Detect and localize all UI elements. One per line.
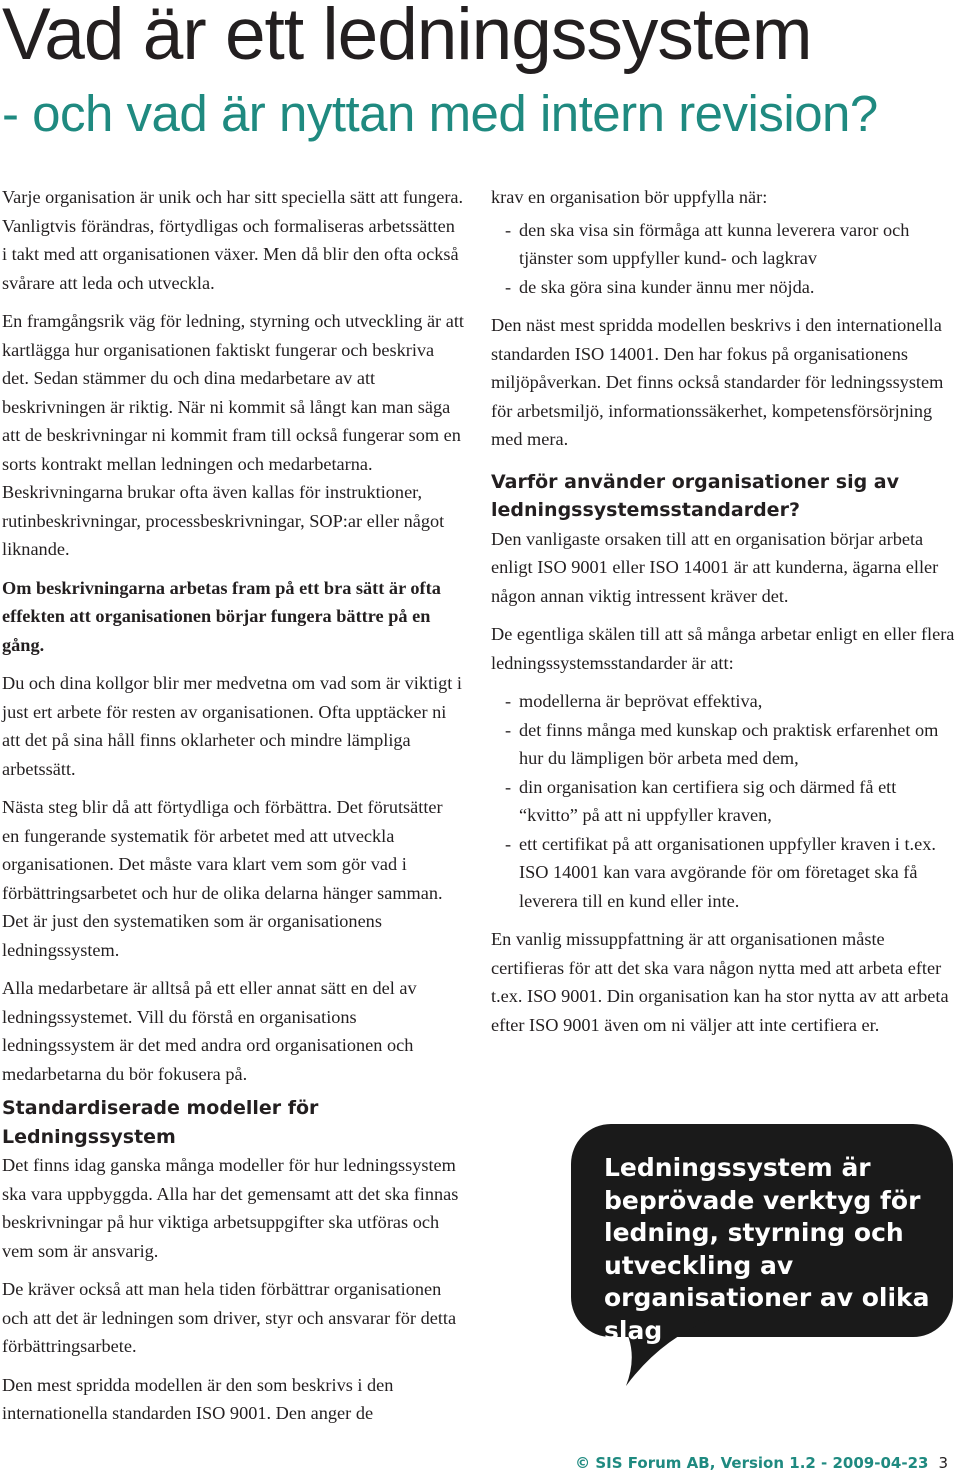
paragraph-2: En framgångsrik väg för ledning, styrning och utveckling är att kartlägga hur organisationen faktiskt fungerar och beskriva det. Sedan stämmer du och dina medarbetare av att beskrivningen är riktig. När ni kommit så långt kan man säga att de beskrivningar ni kommit fram till också fungerar som en sorts kontrakt mellan ledningen och medarbetarna. Beskrivningarna brukar ofta även kallas för instruktioner, rutinbeskrivningar, processbeskrivningar, SOP:ar eller något liknande. (2, 311, 464, 559)
paragraph-common-reason: Den vanligaste orsaken till att en organisation börjar arbeta enligt ISO 9001 eller ISO 14001 är att kunderna, ägarna eller någon annan viktig intressent kräver det. (491, 528, 939, 606)
paragraph-real-reasons: De egentliga skälen till att så många arbetar enligt en eller flera ledningssystemsstandarder är att: (491, 624, 955, 673)
section-heading-why: Varför använder organisationer sig av ledningssystemsstandarder? (491, 470, 900, 521)
page-title: Vad är ett ledningssystem (2, 0, 812, 75)
reasons-list (491, 687, 959, 915)
page-footer (575, 1452, 948, 1474)
paragraph-7: De kräver också att man hela tiden förbättrar organisationen och att det är ledningen som driver, styr och ansvarar för detta förbättringsarbete. (2, 1279, 457, 1356)
list-item: - den ska visa sin förmåga att kunna leverera varor och tjänster som uppfyller kund- och lagkrav (491, 216, 959, 273)
paragraph-3: Du och dina kollgor blir mer medvetna om vad som är viktigt i just ert arbete för resten av organisationen. Ofta upptäcker ni att det på sina håll finns oklarheter och mindre lämpliga arbetssätt. (2, 673, 462, 779)
paragraph-4: Nästa steg blir då att förtydliga och förbättra. Det förutsätter en fungerande systematik för arbetet med att utveckla organisationen. Det måste vara klart vem som gör vad i förbättringsarbetet och hur de olika delarna hänger samman. Det är just den systematiken som är organisationens ledningssystem. (2, 797, 443, 960)
paragraph-1: Varje organisation är unik och har sitt speciella sätt att fungera. Vanligtvis förändras, förtydligas och formaliseras arbetssätten i takt med att organisationen växer. Men då blir den ofta också svårare att leda och utveckla. (2, 187, 464, 293)
requirements-intro: krav en organisation bör uppfylla när: (491, 187, 768, 207)
copyright-version: © SIS Forum AB, Version 1.2 - 2009-04-23 (575, 1454, 929, 1472)
list-item: - din organisation kan certifiera sig och därmed få ett “kvitto” på att ni uppfyller kraven, (491, 773, 959, 830)
page-subtitle: - och vad är nyttan med intern revision? (2, 85, 878, 142)
list-item: - det finns många med kunskap och praktisk erfarenhet om hur du lämpligen bör arbeta med dem, (491, 716, 959, 773)
paragraph-iso14001: Den näst mest spridda modellen beskrivs i den internationella standarden ISO 14001. Den har fokus på organisationens miljöpåverkan. Det finns också standarder för ledningssystem för arbetsmiljö, informationssäkerhet, kompetensförsörjning med mera. (491, 315, 944, 449)
list-item: - ett certifikat på att organisationen uppfyller kraven i t.ex. ISO 14001 kan vara avgörande för om företaget ska få leverera till en kund eller inte. (491, 830, 959, 916)
page-number: 3 (938, 1454, 948, 1472)
requirements-list (491, 216, 959, 302)
paragraph-6: Det finns idag ganska många modeller för hur ledningssystem ska vara uppbyggda. Alla har det gemensamt att det ska finnas beskrivningar på hur viktiga arbetsuppgifter ska utföras och vem som är ansvarig. (2, 1155, 459, 1261)
paragraph-5: Alla medarbetare är alltså på ett eller annat sätt en del av ledningssystemet. Vill du förstå en organisations ledningssystem är det med andra ord organisationen och medarbetarna du bör fokusera på. (2, 978, 417, 1084)
list-item: - modellerna är beprövat effektiva, (491, 687, 959, 716)
callout-text: Ledningssystem är beprövade verktyg för ledning, styrning och utveckling av organisationer av olika slag (604, 1153, 930, 1345)
right-column (491, 183, 959, 1049)
section-heading-standard-models: Standardiserade modeller för Ledningssystem (2, 1097, 319, 1148)
paragraph-misconception: En vanlig missuppfattning är att organisationen måste certifieras för att det ska vara någon nytta med att arbeta efter t.ex. ISO 9001. Din organisation kan ha stor nytta av att arbeta efter ISO 9001 även om ni väljer att inte certifiera er. (491, 929, 949, 1035)
highlight-paragraph: Om beskrivningarna arbetas fram på ett bra sätt är ofta effekten att organisationen börjar fungera bättre på en gång. (2, 577, 441, 655)
paragraph-8: Den mest spridda modellen är den som beskrivs i den internationella standarden ISO 9001. Den anger de (2, 1374, 394, 1423)
list-item: - de ska göra sina kunder ännu mer nöjda. (491, 273, 959, 302)
left-column (2, 183, 464, 1098)
standard-models-section (2, 1094, 468, 1438)
